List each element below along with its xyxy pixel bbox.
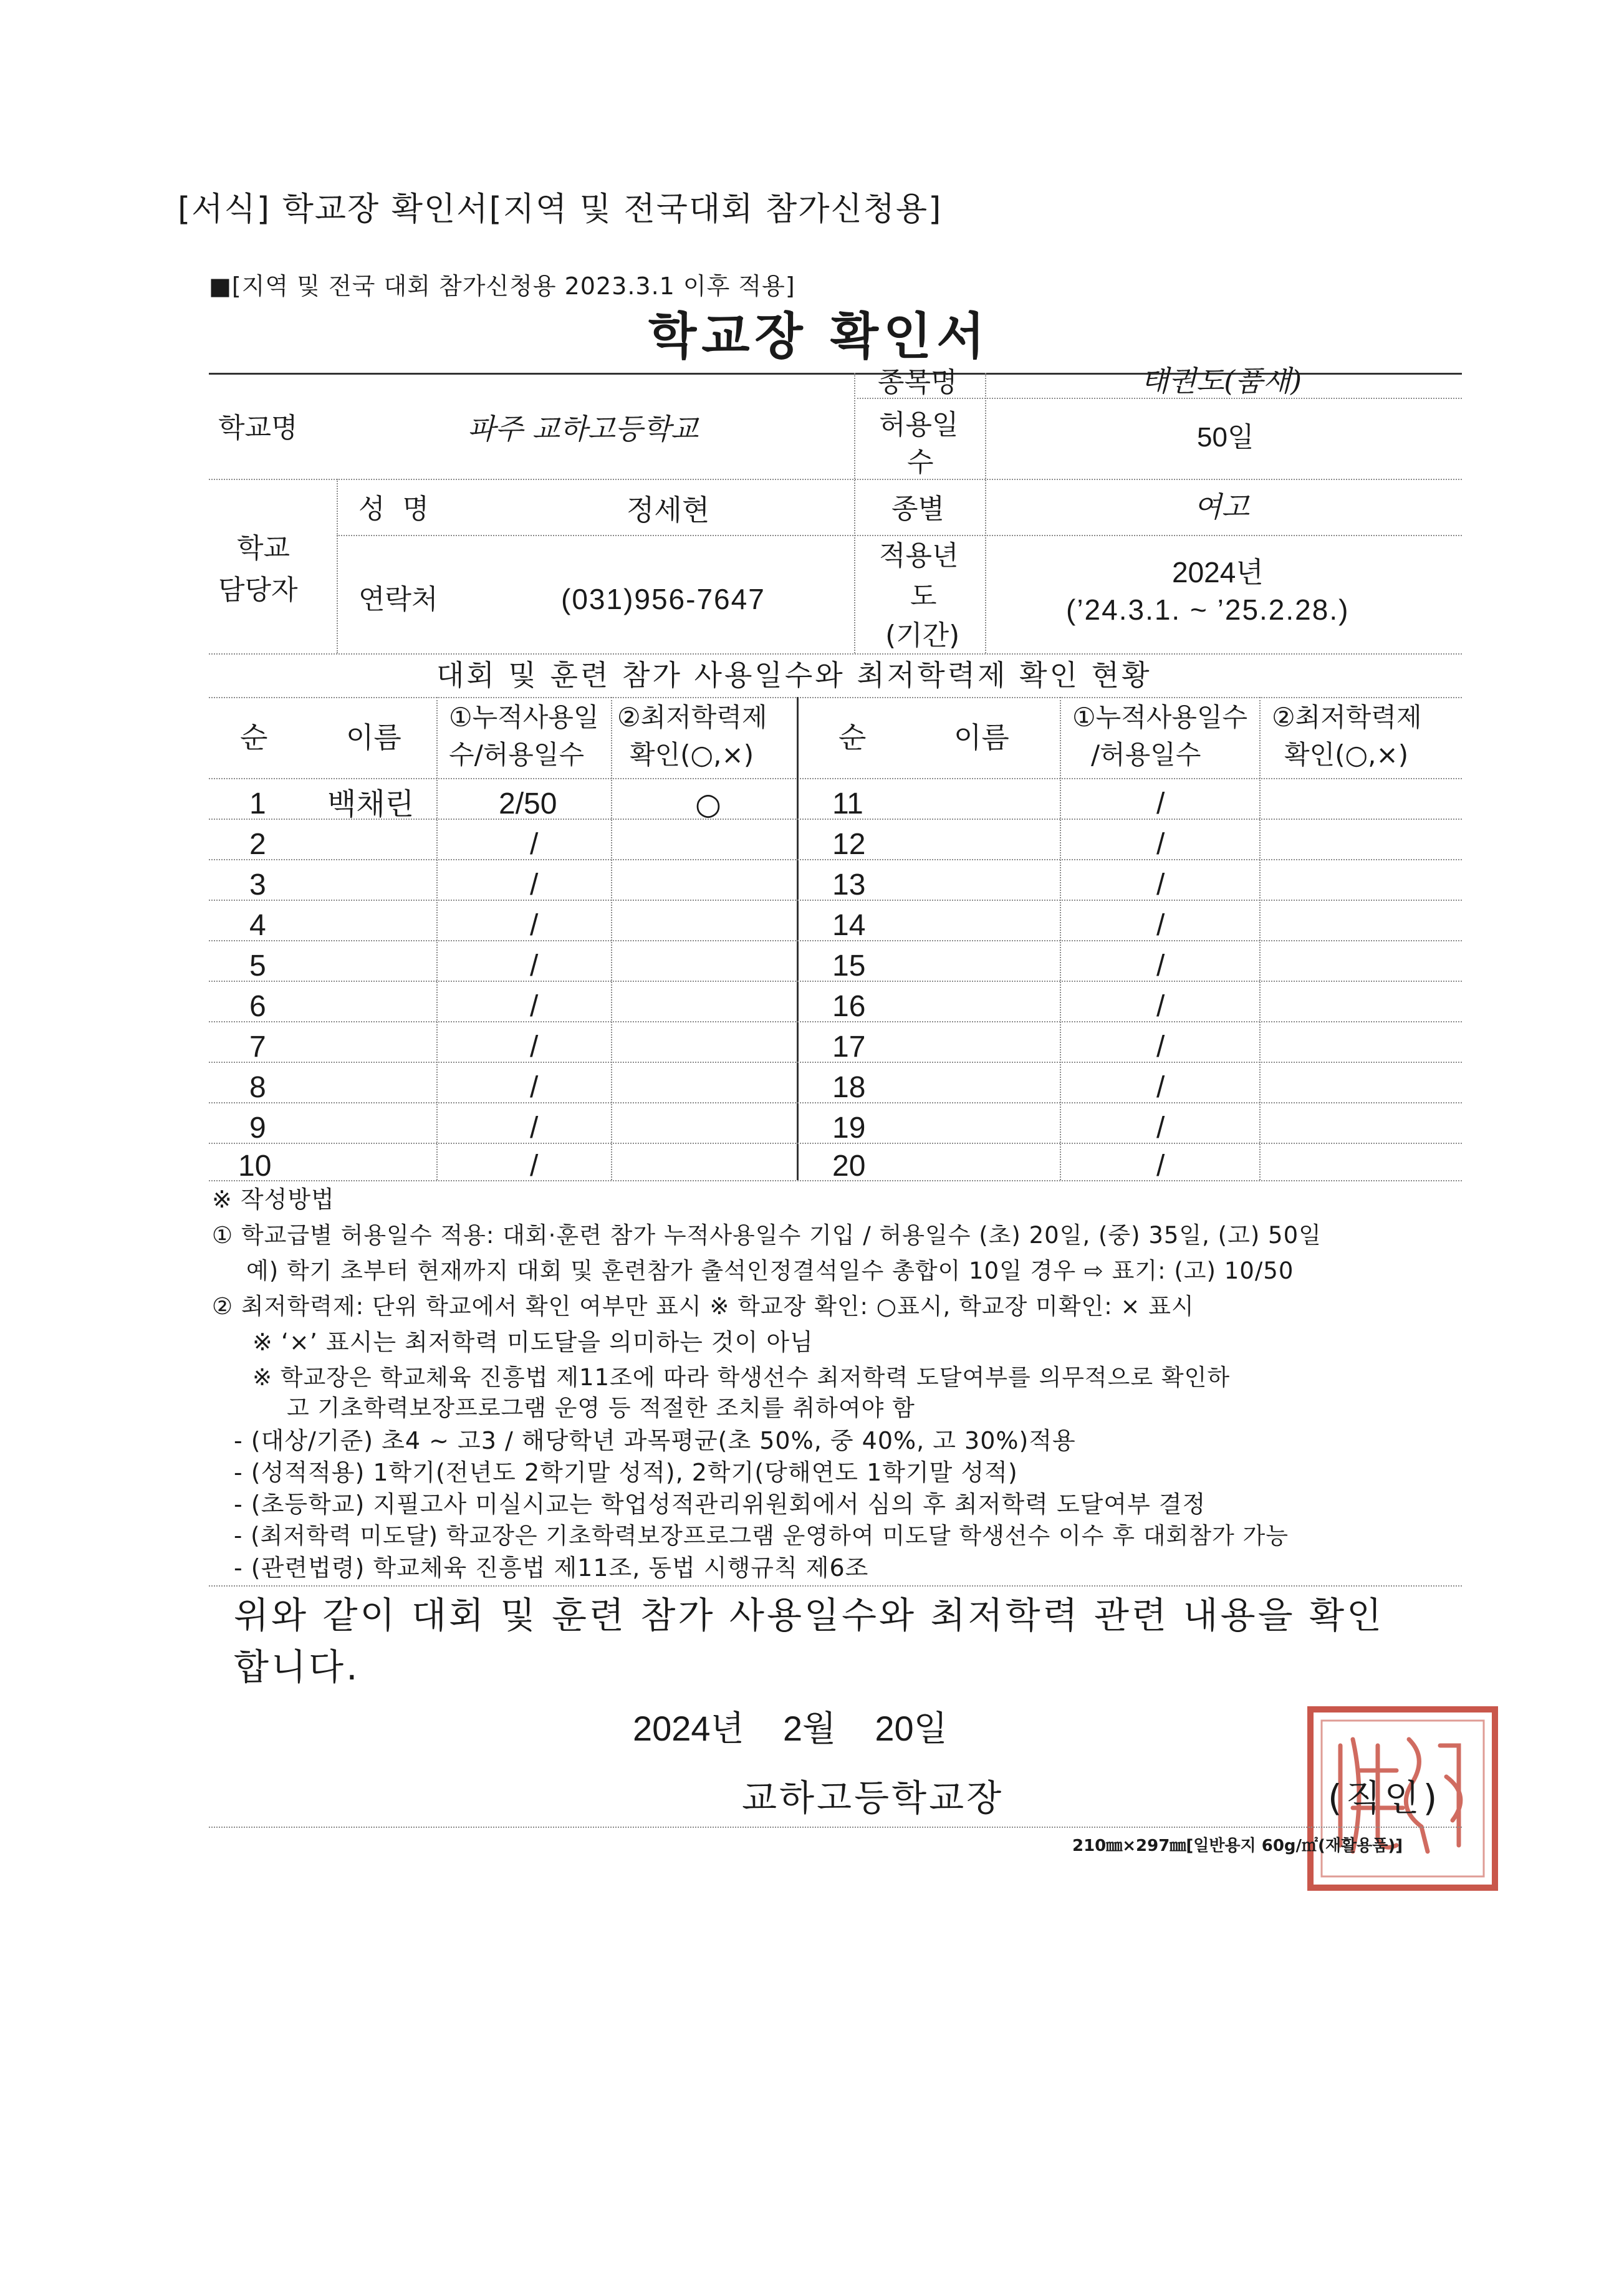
section-title: 대회 및 훈련 참가 사용일수와 최저학력제 확인 현황 (436, 658, 1152, 692)
school-name-label: 학교명 (218, 412, 298, 444)
table-row (212, 1064, 1459, 1105)
document-title: 학교장 확인서 (648, 307, 990, 365)
row-days: 2/50 (499, 787, 557, 820)
note-min-academic: ② 최저학력제: 단위 학교에서 확인 여부만 표시 ※ 학교장 확인: ○표시, 학교장 미확인: × 표시 (212, 1293, 1194, 1320)
table-row (212, 862, 1459, 902)
signer-title: 교하고등학교장 (742, 1777, 1004, 1819)
row-no-right: 16 (832, 990, 866, 1023)
contact-value: (031)956-7647 (561, 583, 766, 615)
col-days-right-header-cont: /허용일수 (1091, 739, 1201, 770)
col-check-right-header-cont: 확인(○,×) (1284, 739, 1409, 770)
row-no-right: 20 (832, 1150, 866, 1183)
row-check: ○ (695, 787, 721, 822)
row-days-right: / (1156, 990, 1165, 1023)
row-days: / (530, 868, 539, 901)
row-no: 10 (238, 1150, 272, 1183)
table-row (212, 943, 1459, 983)
event-label: 종목명 (878, 367, 958, 398)
paper-spec: 210㎜×297㎜[일반용지 60g/㎡(재활용품)] (1072, 1837, 1403, 1855)
period-year: 2024년 (1172, 556, 1264, 588)
row-no: 3 (249, 868, 266, 901)
col-days-header-cont: 수/허용일수 (449, 739, 585, 770)
type-label: 종별 (891, 493, 945, 525)
row-no: 8 (249, 1071, 266, 1104)
seal-label: (직인) (1328, 1777, 1441, 1819)
table-row (212, 1143, 1459, 1183)
detail-unmet: - (최저학력 미도달) 학교장은 기초학력보장프로그램 운영하여 미도달 학생선수 이수 후 대회참가 가능 (234, 1522, 1289, 1549)
row-no-right: 12 (832, 828, 866, 861)
detail-laws: - (관련법령) 학교체육 진흥법 제11조, 동법 시행규칙 제6조 (234, 1554, 869, 1582)
table-row (212, 781, 1459, 821)
row-no-right: 17 (832, 1030, 866, 1064)
row-no-right: 13 (832, 868, 866, 901)
row-no: 2 (249, 828, 266, 861)
row-days-right: / (1156, 1112, 1165, 1145)
type-value: 여고 (1194, 490, 1249, 524)
row-days-right: / (1156, 1030, 1165, 1064)
row-days: / (530, 990, 539, 1023)
row-no-right: 14 (832, 909, 866, 942)
row-days-right: / (1156, 787, 1165, 820)
col-days-header: ①누적사용일 (449, 702, 599, 733)
row-days-right: / (1156, 1071, 1165, 1104)
row-days-right: / (1156, 1150, 1165, 1183)
period-label-paren: (기간) (885, 620, 960, 651)
row-no: 9 (249, 1112, 266, 1145)
row-days: / (530, 1030, 539, 1064)
row-name: 백채린 (327, 787, 415, 822)
row-no: 6 (249, 990, 266, 1023)
row-no: 7 (249, 1030, 266, 1064)
row-days: / (530, 828, 539, 861)
manager-label-cont: 담당자 (218, 574, 298, 606)
note-principal-duty-cont: 고 기초학력보장프로그램 운영 등 적절한 조치를 취하여야 함 (287, 1395, 915, 1421)
row-days-right: / (1156, 868, 1165, 901)
col-check-right-header: ②최저학력제 (1272, 702, 1422, 733)
row-days-right: / (1156, 828, 1165, 861)
row-no-right: 11 (832, 787, 863, 820)
name-label: 성 명 (358, 493, 429, 525)
period-range: (’24.3.1. ~ ’25.2.28.) (1066, 593, 1350, 626)
period-label: 적용년 (879, 540, 959, 572)
signing-date: 2024년 2월 20일 (633, 1709, 948, 1748)
allowed-days-value: 50일 (1197, 422, 1254, 453)
note-x-mark: ※ ‘×’ 표시는 최저학력 미도달을 의미하는 것이 아님 (252, 1328, 814, 1356)
col-check-header: ②최저학력제 (617, 702, 767, 733)
contact-label: 연락처 (358, 584, 438, 615)
row-no-right: 18 (832, 1071, 866, 1104)
row-days: / (530, 909, 539, 942)
detail-target: - (대상/기준) 초4 ~ 고3 / 해당학년 과목평균(초 50%, 중 40%, 고 30%)적용 (234, 1427, 1076, 1454)
note-principal-duty: ※ 학교장은 학교체육 진흥법 제11조에 따라 학생선수 최저학력 도달여부를 의무적으로 확인하 (252, 1364, 1231, 1391)
col-days-right-header: ①누적사용일수 (1072, 702, 1248, 733)
table-row (212, 1024, 1459, 1064)
applicability-note: ■[지역 및 전국 대회 참가신청용 2023.3.1 이후 적용] (209, 272, 795, 300)
table-row (212, 983, 1459, 1024)
confirmation-text-cont: 합니다. (234, 1646, 360, 1688)
row-no-right: 19 (832, 1112, 866, 1145)
table-row (212, 1105, 1459, 1145)
allowed-days-label-cont: 수 (907, 446, 934, 478)
note-allowed-days: ① 학교급별 허용일수 적용: 대회·훈련 참가 누적사용일수 기입 / 허용일수 (초) 20일, (중) 35일, (고) 50일 (212, 1222, 1322, 1249)
col-no-header: 순 (240, 721, 268, 754)
col-check-header-cont: 확인(○,×) (630, 739, 754, 770)
row-days-right: / (1156, 909, 1165, 942)
name-value: 정세현 (627, 493, 710, 527)
detail-grades: - (성적적용) 1학기(전년도 2학기말 성적), 2학기(당해연도 1학기말 성적) (234, 1459, 1018, 1486)
row-days-right: / (1156, 949, 1165, 982)
row-no: 4 (249, 909, 266, 942)
col-no-right-header: 순 (838, 721, 867, 754)
notes-heading: ※ 작성방법 (212, 1186, 335, 1213)
allowed-days-label: 허용일 (879, 409, 959, 441)
row-no-right: 15 (832, 949, 866, 982)
row-days: / (530, 1150, 539, 1183)
confirmation-text: 위와 같이 대회 및 훈련 참가 사용일수와 최저학력 관련 내용을 확인 (234, 1594, 1385, 1636)
row-days: / (530, 1071, 539, 1104)
col-name-right-header: 이름 (954, 721, 1009, 754)
manager-label: 학교 (237, 532, 291, 564)
school-name-value: 파주 교하고등학교 (468, 412, 699, 446)
col-name-header: 이름 (346, 721, 401, 754)
row-no: 5 (249, 949, 266, 982)
row-days: / (530, 1112, 539, 1145)
event-value: 태권도(품새) (1141, 364, 1302, 398)
form-label: [서식] 학교장 확인서[지역 및 전국대회 참가신청용] (178, 191, 943, 228)
row-days: / (530, 949, 539, 982)
period-label-cont: 도 (910, 580, 937, 612)
row-no: 1 (249, 787, 266, 820)
table-row (212, 902, 1459, 943)
note-allowed-days-example: 예) 학기 초부터 현재까지 대회 및 훈련참가 출석인정결석일수 총합이 10일 경우 ⇨ 표기: (고) 10/50 (246, 1257, 1294, 1284)
detail-elementary: - (초등학교) 지필고사 미실시교는 학업성적관리위원회에서 심의 후 최저학력 도달여부 결정 (234, 1491, 1206, 1518)
table-row (212, 821, 1459, 862)
